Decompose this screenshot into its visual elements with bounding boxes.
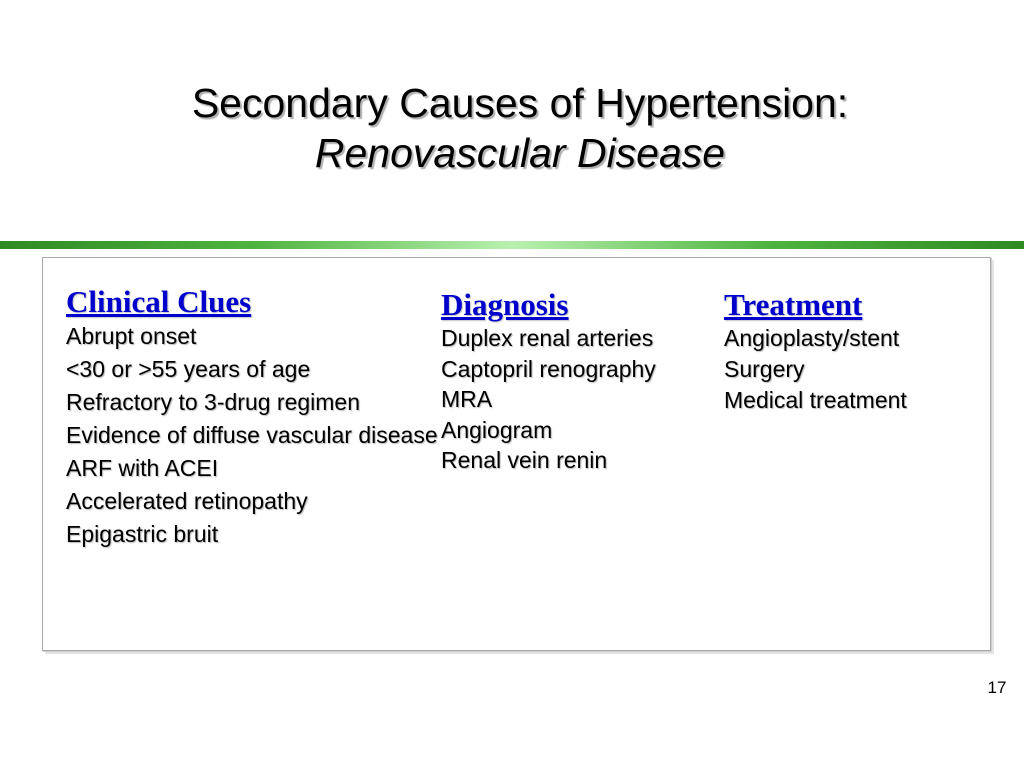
- diagnosis-column: [441, 288, 711, 476]
- list-item: Evidence of diffuse vascular disease: [66, 422, 438, 448]
- list-item: Refractory to 3-drug regimen: [66, 389, 361, 415]
- clinical-clues-list: [66, 322, 446, 549]
- list-item: Duplex renal arteries: [441, 325, 654, 351]
- list-item: Accelerated retinopathy: [66, 488, 308, 514]
- diagnosis-list: [441, 323, 711, 476]
- title-divider: [0, 241, 1024, 249]
- list-item: Angioplasty/stent: [724, 325, 900, 351]
- list-item: ARF with ACEI: [66, 455, 219, 481]
- list-item: Angiogram: [441, 416, 553, 443]
- list-item: <30 or >55 years of age: [66, 356, 311, 382]
- page-number: 17: [987, 678, 1007, 697]
- list-item: MRA: [441, 386, 493, 412]
- list-item: Medical treatment: [724, 387, 907, 413]
- diagnosis-heading: Diagnosis: [441, 287, 569, 322]
- title-line-subtitle: Renovascular Disease: [314, 130, 726, 176]
- content-box: [42, 257, 991, 651]
- list-item: Epigastric bruit: [66, 521, 219, 547]
- list-item: Abrupt onset: [66, 323, 197, 349]
- treatment-heading: Treatment: [724, 287, 863, 322]
- treatment-column: [724, 288, 984, 416]
- slide-title: [0, 78, 1024, 178]
- title-line-main: Secondary Causes of Hypertension:: [191, 80, 849, 126]
- clinical-clues-column: [66, 285, 446, 553]
- list-item: Renal vein renin: [441, 447, 608, 473]
- treatment-list: [724, 323, 984, 416]
- list-item: Surgery: [724, 356, 805, 382]
- clinical-clues-heading: Clinical Clues: [66, 284, 252, 319]
- list-item: Captopril renography: [441, 355, 656, 382]
